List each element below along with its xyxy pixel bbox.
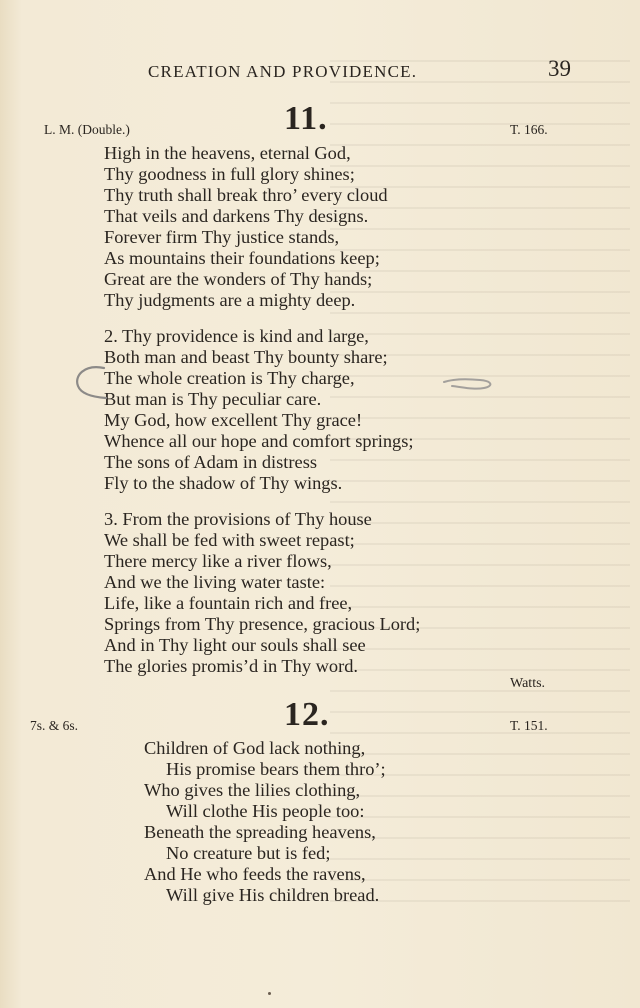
verse-line: Springs from Thy presence, gracious Lord; [104, 614, 421, 634]
verse-line: The whole creation is Thy charge, [104, 368, 355, 388]
hymn-11-attribution: Watts. [510, 676, 546, 691]
verse-line: High in the heavens, eternal God, [104, 143, 351, 163]
verse-line: Great are the wonders of Thy hands; [104, 269, 373, 289]
verse-line: Both man and beast Thy bounty share; [104, 347, 388, 367]
verse-line: Children of God lack nothing, [144, 738, 366, 758]
hymn-12-number: 12. [284, 696, 330, 733]
verse-line: Beneath the spreading heavens, [144, 822, 376, 842]
hymn-11-tune: T. 166. [510, 122, 548, 137]
verse-line: My God, how excellent Thy grace! [104, 410, 363, 430]
verse-line: And He who feeds the ravens, [144, 864, 366, 884]
verse-line: But man is Thy peculiar care. [104, 389, 322, 409]
verse-line: Whence all our hope and comfort springs; [104, 431, 414, 451]
verse-line: We shall be fed with sweet repast; [104, 530, 355, 550]
verse-line: Forever firm Thy justice stands, [104, 227, 340, 247]
verse-line: There mercy like a river flows, [104, 551, 332, 571]
page-number: 39 [548, 56, 571, 81]
verse-line: And in Thy light our souls shall see [104, 635, 366, 655]
verse-line: As mountains their foundations keep; [104, 248, 380, 268]
verse-line: Thy judgments are a mighty deep. [104, 290, 356, 310]
verse-line: His promise bears them thro’; [166, 759, 386, 779]
verse-line: The glories promis’d in Thy word. [104, 656, 359, 676]
pencil-scribble-mark [440, 370, 498, 394]
verse-line: Thy truth shall break thro’ every cloud [104, 185, 388, 205]
hymn-12-meter: 7s. & 6s. [30, 718, 79, 733]
verse-line: Thy goodness in full glory shines; [104, 164, 355, 184]
verse-line: 3. From the provisions of Thy house [104, 509, 372, 529]
verse-line: That veils and darkens Thy designs. [104, 206, 369, 226]
verse-line: No creature but is fed; [166, 843, 331, 863]
hymn-12-tune: T. 151. [510, 718, 548, 733]
verse-line: 2. Thy providence is kind and large, [104, 326, 369, 346]
verse-line: The sons of Adam in distress [104, 452, 318, 472]
running-head: CREATION AND PROVIDENCE. [148, 62, 418, 81]
verse-line: And we the living water taste: [104, 572, 326, 592]
hymn-11-meter: L. M. (Double.) [44, 122, 130, 137]
verse-line: Life, like a fountain rich and free, [104, 593, 353, 613]
verse-line: Will give His children bread. [166, 885, 380, 905]
ink-speck [268, 992, 271, 995]
verse-line: Who gives the lilies clothing, [144, 780, 361, 800]
verse-line: Fly to the shadow of Thy wings. [104, 473, 343, 493]
verse-line: Will clothe His people too: [166, 801, 365, 821]
hymn-11-number: 11. [284, 100, 328, 137]
